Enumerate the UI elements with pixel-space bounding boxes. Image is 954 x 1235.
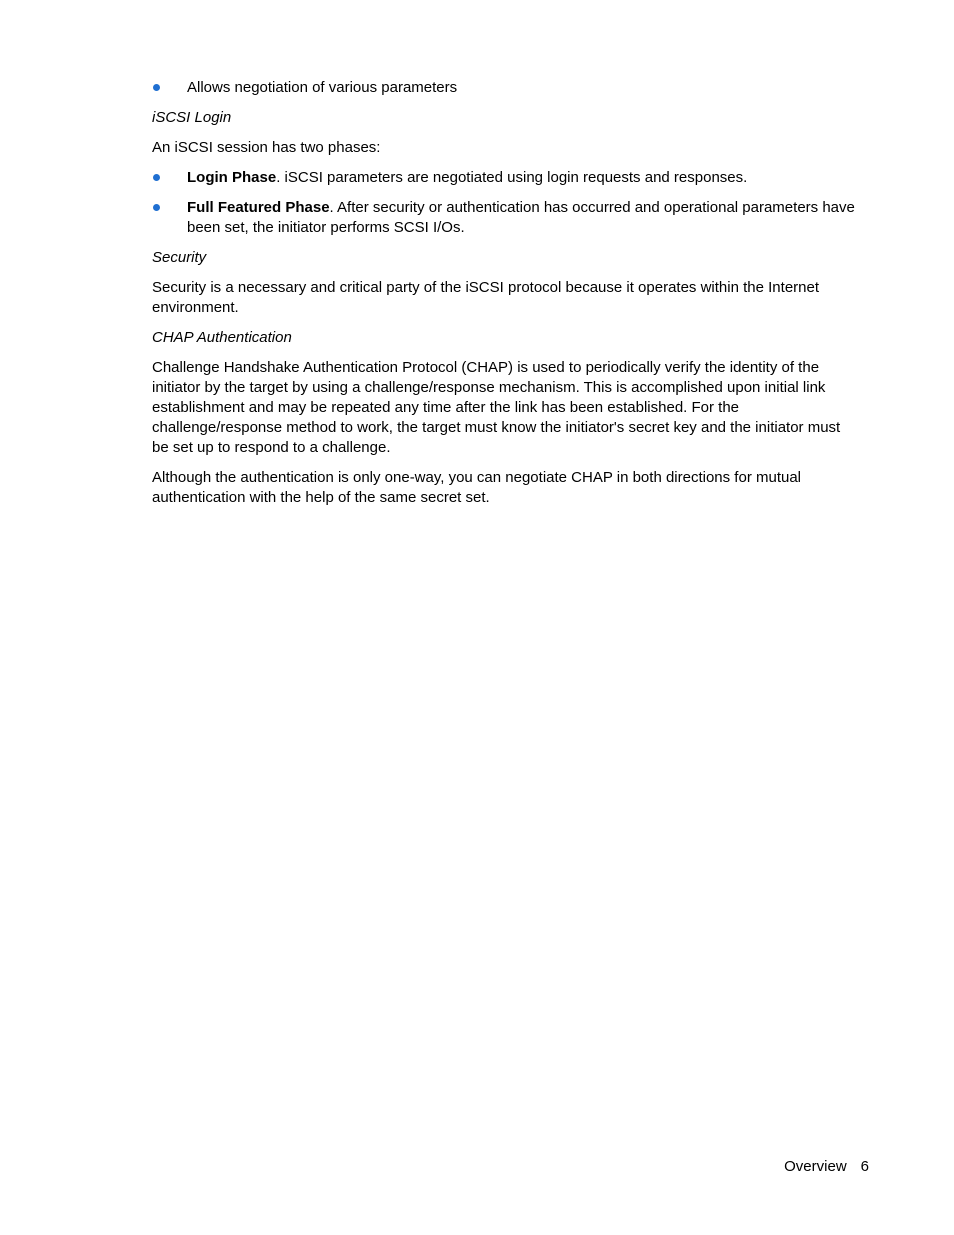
bullet-dot-icon bbox=[153, 204, 160, 211]
paragraph-security: Security is a necessary and critical party of the iSCSI protocol because it operates within the Internet environment. bbox=[152, 279, 820, 316]
bullet-dot-icon bbox=[153, 84, 160, 91]
paragraph-chap-1: Challenge Handshake Authentication Protocol (CHAP) is used to periodically verify the identity of the initiator by the target by using a challenge/response mechanism. This is accomplished upon initial link establishment and may be repeated any time after the link has been established. For the challenge/response method to work, the target must know the initiator's secret key and the initiator must be set up to respond to a challenge. bbox=[152, 359, 841, 456]
bullet-term: Login Phase bbox=[187, 169, 277, 186]
page-footer bbox=[784, 1157, 869, 1177]
bullet-item-login-phase bbox=[152, 168, 858, 188]
bullet-text: . After security or authentication has occurred and operational parameters have been set, the initiator performs SCSI I/Os. bbox=[187, 199, 855, 236]
document-body bbox=[152, 78, 858, 518]
footer-section-name: Overview bbox=[784, 1158, 847, 1175]
bullet-term: Full Featured Phase bbox=[187, 199, 330, 216]
bullet-item bbox=[152, 78, 858, 98]
page-number: 6 bbox=[860, 1158, 869, 1175]
bullet-text: Allows negotiation of various parameters bbox=[187, 79, 458, 96]
section-heading-chap: CHAP Authentication bbox=[152, 329, 292, 346]
bullet-text: . iSCSI parameters are negotiated using login requests and responses. bbox=[276, 169, 748, 186]
section-heading-security: Security bbox=[152, 249, 207, 266]
section-heading-iscsi-login: iSCSI Login bbox=[152, 109, 232, 126]
paragraph-chap-2: Although the authentication is only one-way, you can negotiate CHAP in both directions for mutual authentication with the help of the same secret set. bbox=[152, 469, 802, 506]
bullet-item-full-featured-phase bbox=[152, 198, 858, 238]
bullet-dot-icon bbox=[153, 174, 160, 181]
paragraph-intro: An iSCSI session has two phases: bbox=[152, 139, 381, 156]
